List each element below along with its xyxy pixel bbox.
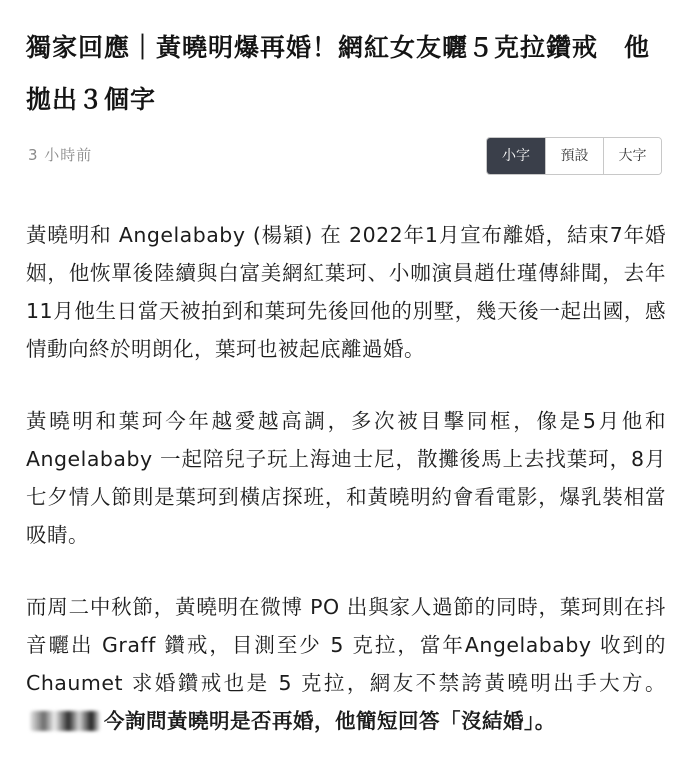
article-paragraph-1: 黃曉明和 Angelababy (楊穎) 在 2022年1月宣布離婚，結束7年婚姻，他恢單後陸續與白富美網紅葉珂、小咖演員趙仕瑾傳緋聞，去年 11月他生日當天被拍到和葉珂先後回他的別墅，幾天後一起出國，感情動向終於明朗化，葉珂也被起底離過婚。: [26, 223, 666, 361]
article-paragraph-3-text: 而周二中秋節，黃曉明在微博 PO 出與家人過節的同時，葉珂則在抖音曬出 Graff 鑽戒，目測至少 5 克拉，當年Angelababy 收到的 Chaumet 求婚鑽戒也是 5 克拉，網友不禁誇黃曉明出手大方。: [26, 595, 666, 695]
font-size-small-button[interactable]: 小字: [487, 138, 545, 174]
font-size-large-button[interactable]: 大字: [603, 138, 661, 174]
article-timestamp: 3 小時前: [28, 146, 93, 164]
article-paragraph-2: 黃曉明和葉珂今年越愛越高調，多次被目擊同框，像是5月他和 Angelababy 一起陪兒子玩上海迪士尼，散攤後馬上去找葉珂，8月七夕情人節則是葉珂到橫店探班，和黃曉明約會看電影，爆乳裝相當吸睛。: [26, 409, 666, 547]
article-title: 獨家回應｜黃曉明爆再婚！網紅女友曬５克拉鑽戒 他拋出３個字: [26, 33, 651, 114]
redacted-media-name: [30, 711, 100, 731]
article-paragraph-3-quote: 今詢問黃曉明是否再婚，他簡短回答「沒結婚」。: [104, 709, 556, 733]
font-size-selector: [486, 137, 662, 175]
article-paragraph-3: [26, 588, 666, 740]
font-size-default-button[interactable]: 預設: [545, 138, 603, 174]
article-body: [26, 216, 666, 774]
